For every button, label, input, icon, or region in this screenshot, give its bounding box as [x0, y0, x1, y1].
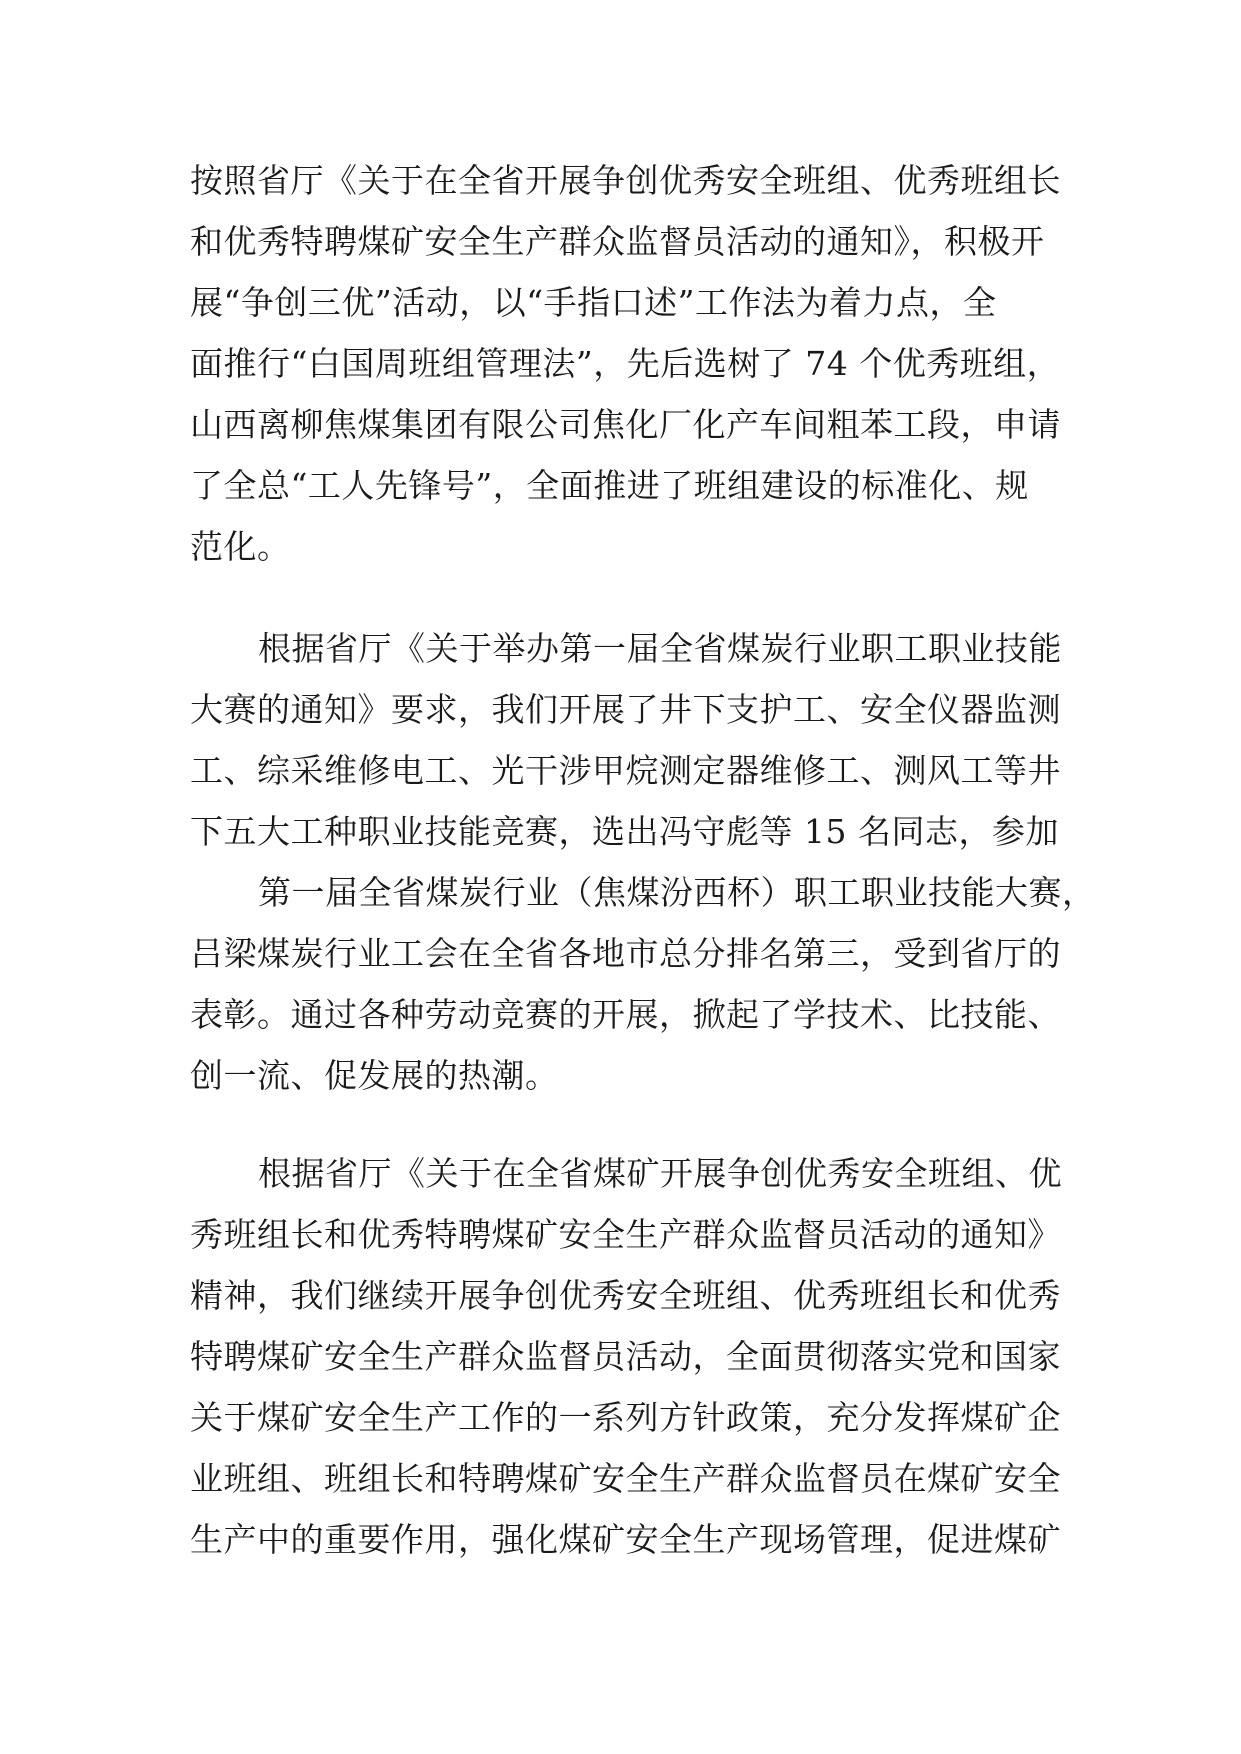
text-line: 下五大工种职业技能竞赛，选出冯守彪等 15 名同志，参加 [190, 812, 1059, 851]
text-line: 吕梁煤炭行业工会在全省各地市总分排名第三，受到省厅的 [190, 934, 1061, 973]
text-line: 创一流、促发展的热潮。 [190, 1056, 559, 1095]
paragraph-skills-competition [190, 618, 1060, 862]
text-line: 和优秀特聘煤矿安全生产群众监督员活动的通知》，积极开 [190, 222, 1045, 261]
text-line: 精神，我们继续开展争创优秀安全班组、优秀班组长和优秀 [190, 1276, 1061, 1315]
text-line: 范化。 [190, 527, 291, 566]
text-line: 根据省厅《关于在全省煤矿开展争创优秀安全班组、优 [258, 1154, 1062, 1193]
text-line: 展“争创三优”活动，以“手指口述”工作法为着力点，全 [190, 283, 997, 322]
text-line: 特聘煤矿安全生产群众监督员活动，全面贯彻落实党和国家 [190, 1337, 1061, 1376]
text-line: 第一届全省煤炭行业（焦煤汾西杯）职工职业技能大赛， [258, 873, 1096, 912]
text-line: 根据省厅《关于举办第一届全省煤炭行业职工职业技能 [258, 629, 1062, 668]
text-line: 表彰。通过各种劳动竞赛的开展，掀起了学技术、比技能、 [190, 995, 1061, 1034]
text-line: 秀班组长和优秀特聘煤矿安全生产群众监督员活动的通知》 [190, 1215, 1061, 1254]
text-line: 业班组、班组长和特聘煤矿安全生产群众监督员在煤矿安全 [190, 1459, 1061, 1498]
text-line: 山西离柳焦煤集团有限公司焦化厂化产车间粗苯工段，申请 [190, 405, 1061, 444]
text-line: 按照省厅《关于在全省开展争创优秀安全班组、优秀班组长 [190, 161, 1061, 200]
text-line: 大赛的通知》要求，我们开展了井下支护工、安全仪器监测 [190, 690, 1061, 729]
text-line: 工、综采维修电工、光干涉甲烷测定器维修工、测风工等井 [190, 751, 1061, 790]
text-line: 生产中的重要作用，强化煤矿安全生产现场管理，促进煤矿 [190, 1520, 1061, 1559]
paragraph-safety-supervision [190, 1143, 1060, 1570]
text-line: 面推行“白国周班组管理法”，先后选树了 74 个优秀班组， [190, 344, 1061, 383]
paragraph-class-team-building [190, 150, 1060, 577]
text-line: 了全总“工人先锋号”，全面推进了班组建设的标准化、规 [190, 466, 1029, 505]
text-line: 关于煤矿安全生产工作的一系列方针政策，充分发挥煤矿企 [190, 1398, 1061, 1437]
paragraph-competition-result [190, 862, 1096, 1106]
